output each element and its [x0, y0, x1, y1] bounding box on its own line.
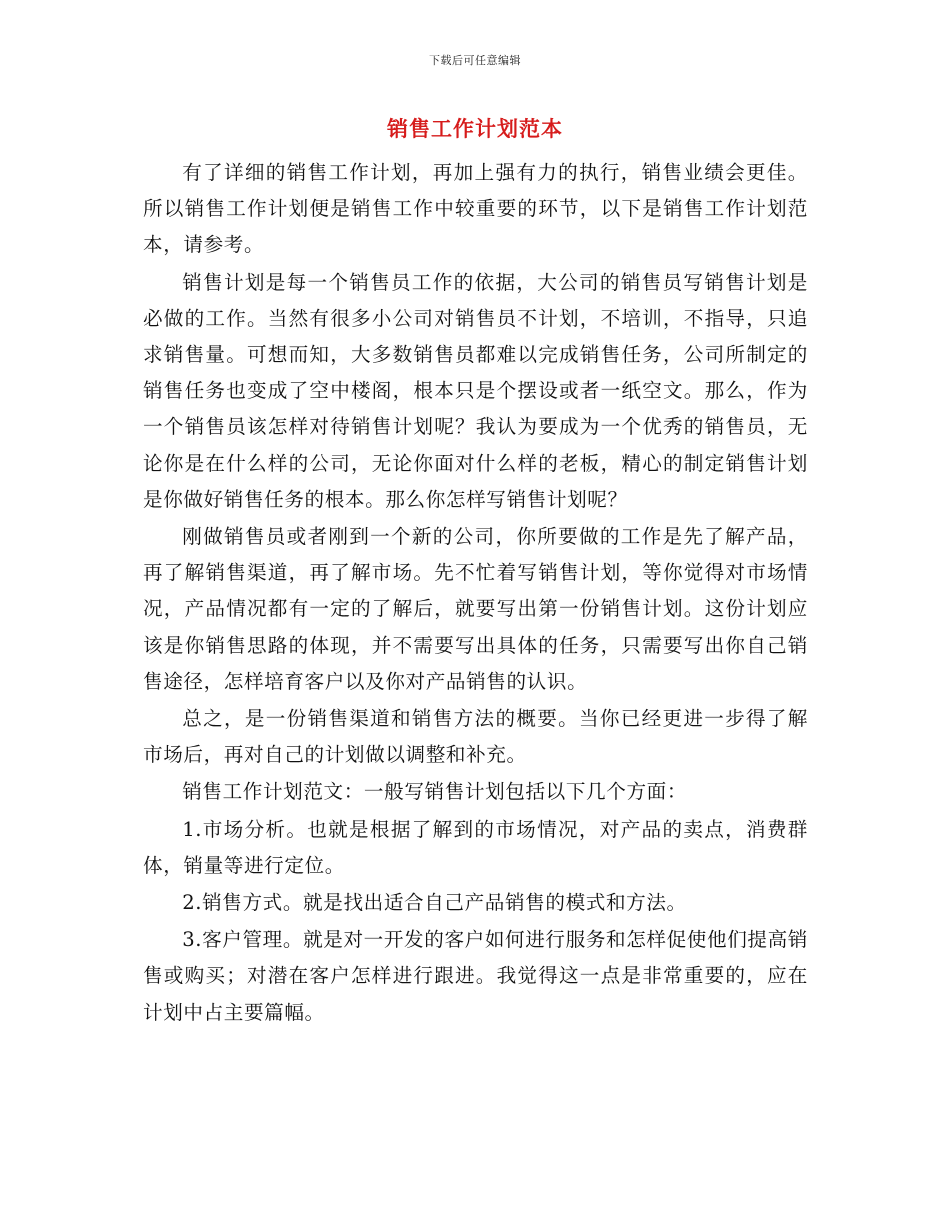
- paragraph: 有了详细的销售工作计划，再加上强有力的执行，销售业绩会更佳。所以销售工作计划便是销售工作中较重要的环节，以下是销售工作计划范本，请参考。: [143, 161, 808, 257]
- paragraph: 3.客户管理。就是对一开发的客户如何进行服务和怎样促使他们提高销售或购买；对潜在客户怎样进行跟进。我觉得这一点是非常重要的，应在计划中占主要篇幅。: [143, 928, 808, 1024]
- paragraph: 刚做销售员或者刚到一个新的公司，你所要做的工作是先了解产品，再了解销售渠道，再了解市场。先不忙着写销售计划，等你觉得对市场情况，产品情况都有一定的了解后，就要写出第一份销售计划。这份计划应该是你销售思路的体现，并不需要写出具体的任务，只需要写出你自己销售途径，怎样培育客户以及你对产品销售的认识。: [143, 525, 808, 693]
- paragraph: 总之，是一份销售渠道和销售方法的概要。当你已经更进一步得了解市场后，再对自己的计划做以调整和补充。: [143, 707, 808, 767]
- page-header-note: 下载后可任意编辑: [429, 54, 521, 67]
- paragraph: 销售计划是每一个销售员工作的依据，大公司的销售员写销售计划是必做的工作。当然有很多小公司对销售员不计划，不培训，不指导，只追求销售量。可想而知，大多数销售员都难以完成销售任务，公司所制定的销售任务也变成了空中楼阁，根本只是个摆设或者一纸空文。那么，作为一个销售员该怎样对待销售计划呢？我认为要成为一个优秀的销售员，无论你是在什么样的公司，无论你面对什么样的老板，精心的制定销售计划是你做好销售任务的根本。那么你怎样写销售计划呢？: [143, 270, 808, 511]
- paragraph: 销售工作计划范文：一般写销售计划包括以下几个方面：: [182, 780, 688, 804]
- paragraph: 2.销售方式。就是找出适合自己产品销售的模式和方法。: [182, 891, 687, 915]
- paragraph: 1.市场分析。也就是根据了解到的市场情况，对产品的卖点，消费群体，销量等进行定位。: [143, 817, 808, 877]
- document-title: 销售工作计划范本: [387, 117, 563, 141]
- document-body: [143, 155, 808, 1032]
